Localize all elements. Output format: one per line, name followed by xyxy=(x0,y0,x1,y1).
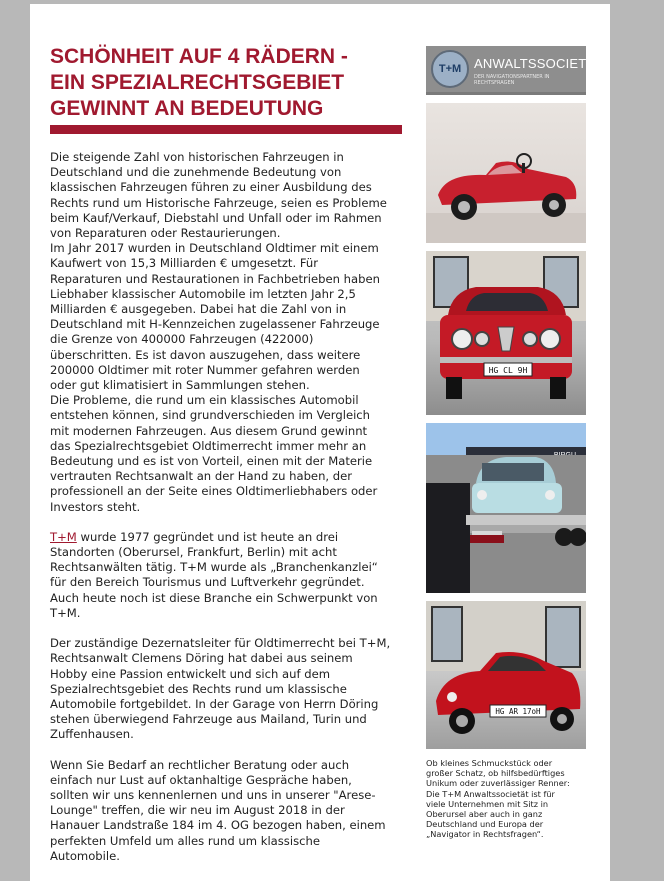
text-fragment: wurde 1977 gegründet und ist heute an drei xyxy=(76,529,339,544)
paragraph-gap xyxy=(50,743,402,758)
title-line: GEWINNT AN BEDEUTUNG xyxy=(50,97,324,120)
text-line: von Reparaturen oder Restaurierungen. xyxy=(50,226,281,241)
text-line: Liebhaber klassischer Automobile im letzten Jahr 2,5 xyxy=(50,286,356,301)
pedal-car-image xyxy=(426,103,586,243)
text-line: Auch heute noch ist diese Branche ein Schwerpunkt von xyxy=(50,590,378,605)
caption-line: großer Schatz, ob hilfsbedürftiges xyxy=(426,768,565,779)
text-line: beim Kauf/Verkauf, Diebstahl und Unfall oder im Rahmen xyxy=(50,210,382,225)
text-line: perfekten Umfeld um alles rund um klassische xyxy=(50,833,320,848)
text-line: Reparaturen und Restaurationen in Fachbetrieben haben xyxy=(50,271,380,286)
text-line: entstehen können, sind grundverschieden im Vergleich xyxy=(50,408,371,423)
text-line: Standorten (Oberursel, Frankfurt, Berlin) mit acht xyxy=(50,545,337,560)
firm-link[interactable]: T+M xyxy=(50,529,77,544)
title-line: EIN SPEZIALRECHTSGEBIET xyxy=(50,71,345,94)
firm-paragraph xyxy=(50,530,402,621)
title-line: SCHÖNHEIT AUF 4 RÄDERN - xyxy=(50,45,348,68)
alfa-spider-image xyxy=(426,601,586,749)
text-line: professionell an der Seite eines Oldtimerliebhabers oder xyxy=(50,484,378,499)
caption-line: Oberursel aber auch in ganz xyxy=(426,809,543,820)
text-line: sollten wir uns kennenlernen und uns in unserer "Arese- xyxy=(50,787,376,802)
newsletter-page xyxy=(30,4,610,881)
license-plate-text: HG AR 17oH xyxy=(495,707,541,716)
sidebar xyxy=(426,46,604,749)
text-line: einfach nur Lust auf oktanhaltige Gespräche haben, xyxy=(50,772,352,787)
photo-fiat-trailer xyxy=(426,423,586,593)
text-line xyxy=(50,530,402,545)
photo-alfa-front xyxy=(426,251,586,415)
caption-line: Deutschland und Europa der xyxy=(426,819,544,830)
logo-mark: T+M xyxy=(438,63,462,75)
text-line: Milliarden € ausgegeben. Dabei hat die Zahl von in xyxy=(50,302,347,317)
text-line: Investors steht. xyxy=(50,499,141,514)
photo-caption xyxy=(426,758,596,840)
text-line: die Grenze von 400000 Fahrzeugen (422000) xyxy=(50,332,314,347)
firm-logo[interactable] xyxy=(426,46,604,95)
caption-line: viele Unternehmen mit Sitz in xyxy=(426,798,549,809)
text-line: Wenn Sie Bedarf an rechtlicher Beratung oder auch xyxy=(50,757,350,772)
text-line: klassischen Fahrzeugen führen zu einer Ausbildung des xyxy=(50,180,372,195)
text-line: Die Probleme, die rund um ein klassisches Automobil xyxy=(50,393,359,408)
paragraph-gap xyxy=(50,515,402,530)
paragraph-gap xyxy=(50,621,402,636)
alfa-front-image xyxy=(426,251,586,415)
text-line: Lounge" treffen, die wir neu im August 2018 in der xyxy=(50,803,345,818)
lawyer-paragraph xyxy=(50,636,402,742)
text-line: Kaufwert von 15,3 Milliarden € umgesetzt. Für xyxy=(50,256,318,271)
text-line: Der zuständige Dezernatsleiter für Oldtimerrecht bei T+M, xyxy=(50,636,391,651)
caption-line: „Navigator in Rechtsfragen“. xyxy=(426,829,544,840)
photo-pedal-car xyxy=(426,103,586,243)
fiat-trailer-image xyxy=(426,423,586,593)
logo-tagline: DER NAVIGATIONSPARTNER IN RECHTSFRAGEN xyxy=(474,74,550,86)
text-line: Bedeutung und es ist von Vorteil, einen mit der Materie xyxy=(50,454,373,469)
license-plate-text: HG CL 9H xyxy=(488,366,528,375)
intro-paragraph xyxy=(50,150,402,515)
text-line: Rechts rund um Historische Fahrzeuge, seien es Probleme xyxy=(50,195,387,210)
caption-line: Ob kleines Schmuckstück oder xyxy=(426,758,553,768)
text-line: Deutschland mit H-Kennzeichen zugelassener Fahrzeuge xyxy=(50,317,380,332)
text-line: Spezialrechtsgebiet des Rechts rund um klassische xyxy=(50,681,347,696)
text-line: T+M. xyxy=(50,605,81,620)
contact-paragraph xyxy=(50,758,402,864)
logo-text: ANWALTSSOCIETÄT xyxy=(474,56,604,71)
text-line: 200000 Oldtimer mit roter Nummer gefahren werden xyxy=(50,362,360,377)
text-line: oder gut klimatisiert in Sammlungen stehen. xyxy=(50,378,310,393)
logo-emblem-icon xyxy=(431,50,469,88)
text-line: Die steigende Zahl von historischen Fahrzeugen in xyxy=(50,150,344,164)
text-line: mit modernen Fahrzeugen. Aus diesem Grund gewinnt xyxy=(50,423,368,438)
text-line: Zuffenhausen. xyxy=(50,727,134,742)
text-line: stehen überwiegend Fahrzeuge aus Mailand, Turin und xyxy=(50,712,367,727)
title-divider xyxy=(50,125,402,134)
text-line: Hanauer Landstraße 184 im 4. OG bezogen haben, einem xyxy=(50,818,386,833)
photo-alfa-spider xyxy=(426,601,586,749)
caption-line: Unikum oder zuverlässiger Renner: xyxy=(426,778,570,789)
text-line: Rechtsanwälten tätig. T+M wurde als „Branchenkanzlei“ xyxy=(50,560,378,575)
text-line: Deutschland und die zunehmende Bedeutung von xyxy=(50,165,342,180)
text-line: Im Jahr 2017 wurden in Deutschland Oldtimer mit einem xyxy=(50,241,379,256)
text-line: Automobile. xyxy=(50,848,120,863)
article-title xyxy=(50,44,410,122)
text-line: das Spezialrechtsgebiet Oldtimerrecht immer mehr an xyxy=(50,438,367,453)
caption-line: Die T+M Anwaltssocietät ist für xyxy=(426,788,555,799)
text-line: Rechtsanwalt Clemens Döring hat dabei aus seinem xyxy=(50,651,353,666)
text-line: für den Bereich Tourismus und Luftverkehr gegründet. xyxy=(50,575,365,590)
text-line: überschritten. Es ist davon auszugehen, dass weitere xyxy=(50,347,361,362)
article-body xyxy=(50,150,402,864)
text-line: vertrauten Rechtsanwalt an der Hand zu haben, der xyxy=(50,469,353,484)
text-line: Automobile fortgebildet. In der Garage von Herrn Döring xyxy=(50,696,379,711)
text-line: Hobby eine Passion entwickelt und sich auf dem xyxy=(50,666,331,681)
